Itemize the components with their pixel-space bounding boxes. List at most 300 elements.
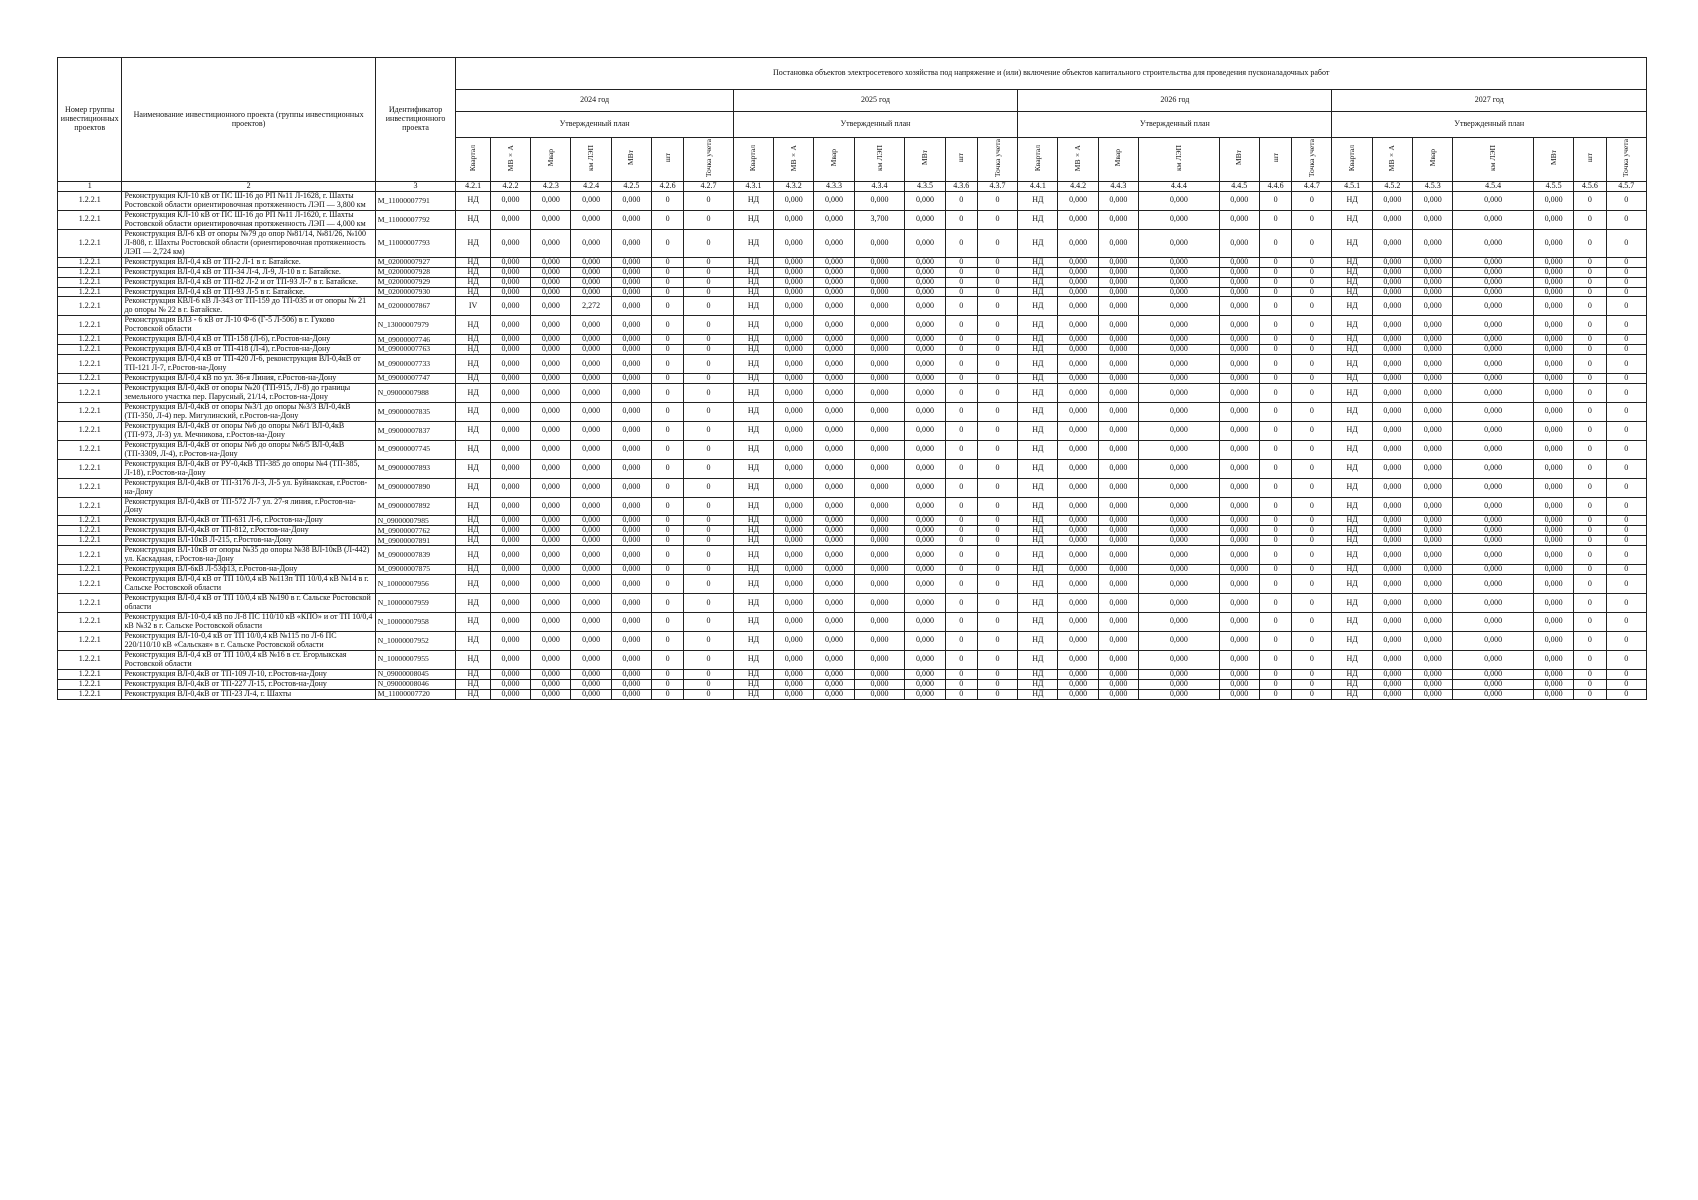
subcol-label: Точка учета xyxy=(1306,138,1316,178)
project-id-cell: N_10000007955 xyxy=(375,650,456,669)
value-cell-2024-3: 0,000 xyxy=(531,669,571,679)
value-cell-2024-5: 0,000 xyxy=(611,440,651,459)
value-cell-2027-1: НД xyxy=(1332,229,1372,257)
plan-label-2027: Утвержденный план xyxy=(1332,112,1647,138)
value-cell-2026-3: 0,000 xyxy=(1098,316,1138,335)
value-cell-2027-6: 0 xyxy=(1574,229,1606,257)
group-number-cell: 1.2.2.1 xyxy=(58,526,122,536)
value-cell-2027-7: 0 xyxy=(1606,679,1647,689)
value-cell-2025-5: 0,000 xyxy=(905,689,945,699)
group-number-cell: 1.2.2.1 xyxy=(58,478,122,497)
value-cell-2027-4: 0,000 xyxy=(1453,631,1534,650)
value-cell-2024-1: НД xyxy=(456,497,491,516)
value-cell-2027-5: 0,000 xyxy=(1533,192,1573,211)
subcol-header-2026-2 xyxy=(1058,138,1098,182)
value-cell-2024-3: 0,000 xyxy=(531,287,571,297)
group-number-cell: 1.2.2.1 xyxy=(58,565,122,575)
value-cell-2026-2: 0,000 xyxy=(1058,669,1098,679)
value-cell-2025-6: 0 xyxy=(945,267,977,277)
group-number-cell: 1.2.2.1 xyxy=(58,229,122,257)
group-number-cell: 1.2.2.1 xyxy=(58,257,122,267)
value-cell-2024-7: 0 xyxy=(684,297,734,316)
value-cell-2025-6: 0 xyxy=(945,565,977,575)
value-cell-2027-1: НД xyxy=(1332,277,1372,287)
table-row xyxy=(58,384,1647,403)
value-cell-2025-2: 0,000 xyxy=(774,316,814,335)
project-name-cell: Реконструкция КЛ-10 кВ от ПС Ш-16 до РП №11 Л-1620, г. Шахты Ростовской области ориентировочная протяженность ЛЭП — 4,000 км xyxy=(122,210,375,229)
value-cell-2025-2: 0,000 xyxy=(774,526,814,536)
value-cell-2026-1: НД xyxy=(1018,516,1058,526)
value-cell-2025-6: 0 xyxy=(945,440,977,459)
value-cell-2024-2: 0,000 xyxy=(490,440,530,459)
project-id-cell: N_10000007956 xyxy=(375,575,456,594)
value-cell-2025-4: 0,000 xyxy=(854,478,905,497)
value-cell-2024-2: 0,000 xyxy=(490,565,530,575)
value-cell-2026-4: 0,000 xyxy=(1139,257,1220,267)
value-cell-2027-1: НД xyxy=(1332,650,1372,669)
value-cell-2026-7: 0 xyxy=(1292,384,1332,403)
value-cell-2026-4: 0,000 xyxy=(1139,335,1220,345)
value-cell-2024-1: НД xyxy=(456,689,491,699)
value-cell-2026-2: 0,000 xyxy=(1058,459,1098,478)
value-cell-2025-4: 0,000 xyxy=(854,459,905,478)
value-cell-2026-6: 0 xyxy=(1259,402,1291,421)
group-number-cell: 1.2.2.1 xyxy=(58,421,122,440)
value-cell-2024-3: 0,000 xyxy=(531,277,571,287)
value-cell-2026-6: 0 xyxy=(1259,612,1291,631)
value-cell-2024-7: 0 xyxy=(684,229,734,257)
value-cell-2026-1: НД xyxy=(1018,565,1058,575)
value-cell-2024-3: 0,000 xyxy=(531,536,571,546)
subcol-header-2025-4 xyxy=(854,138,905,182)
value-cell-2025-5: 0,000 xyxy=(905,277,945,287)
value-cell-2027-7: 0 xyxy=(1606,689,1647,699)
value-cell-2025-3: 0,000 xyxy=(814,679,854,689)
value-cell-2026-5: 0,000 xyxy=(1219,402,1259,421)
value-cell-2027-5: 0,000 xyxy=(1533,536,1573,546)
value-cell-2024-1: НД xyxy=(456,594,491,613)
value-cell-2026-5: 0,000 xyxy=(1219,297,1259,316)
value-cell-2025-4: 0,000 xyxy=(854,516,905,526)
subcol-label: км ЛЭП xyxy=(874,145,884,172)
value-cell-2026-6: 0 xyxy=(1259,229,1291,257)
value-cell-2025-5: 0,000 xyxy=(905,516,945,526)
value-cell-2024-1: НД xyxy=(456,478,491,497)
project-name-cell: Реконструкция ВЛ-10кВ от опоры №35 до опоры №38 ВЛ-10кВ (Л-442) ул. Каскадная, г.Ростов-на-Дону xyxy=(122,546,375,565)
value-cell-2024-1: НД xyxy=(456,384,491,403)
subcol-label: шт xyxy=(1584,153,1594,163)
value-cell-2027-4: 0,000 xyxy=(1453,297,1534,316)
value-cell-2027-1: НД xyxy=(1332,345,1372,355)
value-cell-2025-7: 0 xyxy=(977,669,1017,679)
subcol-header-2026-5 xyxy=(1219,138,1259,182)
value-cell-2027-5: 0,000 xyxy=(1533,440,1573,459)
value-cell-2025-5: 0,000 xyxy=(905,478,945,497)
value-cell-2027-3: 0,000 xyxy=(1413,297,1453,316)
col-number: 4.4.3 xyxy=(1098,182,1138,192)
value-cell-2026-5: 0,000 xyxy=(1219,546,1259,565)
value-cell-2026-1: НД xyxy=(1018,297,1058,316)
value-cell-2027-3: 0,000 xyxy=(1413,631,1453,650)
value-cell-2027-4: 0,000 xyxy=(1453,669,1534,679)
value-cell-2026-2: 0,000 xyxy=(1058,689,1098,699)
value-cell-2027-7: 0 xyxy=(1606,374,1647,384)
value-cell-2026-1: НД xyxy=(1018,631,1058,650)
value-cell-2025-2: 0,000 xyxy=(774,345,814,355)
value-cell-2025-3: 0,000 xyxy=(814,565,854,575)
value-cell-2025-3: 0,000 xyxy=(814,689,854,699)
value-cell-2024-2: 0,000 xyxy=(490,374,530,384)
table-row xyxy=(58,536,1647,546)
value-cell-2024-1: НД xyxy=(456,335,491,345)
project-id-cell: M_02000007929 xyxy=(375,277,456,287)
value-cell-2024-2: 0,000 xyxy=(490,526,530,536)
table-row xyxy=(58,355,1647,374)
value-cell-2026-3: 0,000 xyxy=(1098,459,1138,478)
value-cell-2027-1: НД xyxy=(1332,536,1372,546)
value-cell-2025-6: 0 xyxy=(945,257,977,267)
value-cell-2024-3: 0,000 xyxy=(531,374,571,384)
project-id-cell: M_11000007720 xyxy=(375,689,456,699)
value-cell-2027-3: 0,000 xyxy=(1413,345,1453,355)
value-cell-2025-4: 0,000 xyxy=(854,287,905,297)
value-cell-2025-2: 0,000 xyxy=(774,650,814,669)
value-cell-2024-2: 0,000 xyxy=(490,345,530,355)
value-cell-2026-6: 0 xyxy=(1259,257,1291,267)
value-cell-2024-3: 0,000 xyxy=(531,257,571,267)
value-cell-2027-6: 0 xyxy=(1574,192,1606,211)
value-cell-2027-6: 0 xyxy=(1574,631,1606,650)
value-cell-2027-7: 0 xyxy=(1606,355,1647,374)
subcol-header-2024-3 xyxy=(531,138,571,182)
value-cell-2027-6: 0 xyxy=(1574,267,1606,277)
value-cell-2024-4: 0,000 xyxy=(571,384,611,403)
value-cell-2026-1: НД xyxy=(1018,679,1058,689)
subcol-header-2024-1 xyxy=(456,138,491,182)
value-cell-2025-2: 0,000 xyxy=(774,277,814,287)
table-row xyxy=(58,669,1647,679)
value-cell-2025-3: 0,000 xyxy=(814,402,854,421)
value-cell-2025-6: 0 xyxy=(945,374,977,384)
value-cell-2026-1: НД xyxy=(1018,402,1058,421)
value-cell-2024-3: 0,000 xyxy=(531,267,571,277)
value-cell-2024-1: НД xyxy=(456,229,491,257)
value-cell-2024-6: 0 xyxy=(652,355,684,374)
value-cell-2027-2: 0,000 xyxy=(1372,536,1412,546)
value-cell-2024-6: 0 xyxy=(652,631,684,650)
subcol-label: Квартал xyxy=(1032,144,1042,172)
value-cell-2027-2: 0,000 xyxy=(1372,575,1412,594)
value-cell-2027-3: 0,000 xyxy=(1413,384,1453,403)
value-cell-2025-1: НД xyxy=(733,277,773,287)
value-cell-2026-3: 0,000 xyxy=(1098,345,1138,355)
subcol-header-2024-7 xyxy=(684,138,734,182)
col-number: 4.3.3 xyxy=(814,182,854,192)
value-cell-2026-6: 0 xyxy=(1259,546,1291,565)
value-cell-2026-5: 0,000 xyxy=(1219,440,1259,459)
value-cell-2024-2: 0,000 xyxy=(490,594,530,613)
value-cell-2027-2: 0,000 xyxy=(1372,421,1412,440)
value-cell-2026-1: НД xyxy=(1018,277,1058,287)
group-number-cell: 1.2.2.1 xyxy=(58,516,122,526)
value-cell-2024-1: НД xyxy=(456,257,491,267)
value-cell-2024-4: 0,000 xyxy=(571,267,611,277)
value-cell-2026-7: 0 xyxy=(1292,192,1332,211)
project-name-cell: Реконструкция ВЛ-0,4 кВ от ТП-93 Л-5 в г. Батайске. xyxy=(122,287,375,297)
value-cell-2024-7: 0 xyxy=(684,267,734,277)
group-number-cell: 1.2.2.1 xyxy=(58,575,122,594)
value-cell-2025-5: 0,000 xyxy=(905,669,945,679)
value-cell-2026-1: НД xyxy=(1018,526,1058,536)
value-cell-2026-5: 0,000 xyxy=(1219,316,1259,335)
value-cell-2026-7: 0 xyxy=(1292,669,1332,679)
value-cell-2026-6: 0 xyxy=(1259,440,1291,459)
value-cell-2024-5: 0,000 xyxy=(611,669,651,679)
value-cell-2026-4: 0,000 xyxy=(1139,459,1220,478)
value-cell-2024-3: 0,000 xyxy=(531,650,571,669)
value-cell-2025-6: 0 xyxy=(945,650,977,669)
value-cell-2026-4: 0,000 xyxy=(1139,355,1220,374)
value-cell-2024-5: 0,000 xyxy=(611,345,651,355)
subcol-header-2025-7 xyxy=(977,138,1017,182)
value-cell-2024-2: 0,000 xyxy=(490,536,530,546)
value-cell-2026-6: 0 xyxy=(1259,287,1291,297)
value-cell-2027-5: 0,000 xyxy=(1533,689,1573,699)
value-cell-2024-1: НД xyxy=(456,546,491,565)
value-cell-2027-5: 0,000 xyxy=(1533,316,1573,335)
value-cell-2024-2: 0,000 xyxy=(490,384,530,403)
value-cell-2027-3: 0,000 xyxy=(1413,594,1453,613)
col-number: 4.2.1 xyxy=(456,182,491,192)
value-cell-2025-4: 0,000 xyxy=(854,565,905,575)
value-cell-2027-5: 0,000 xyxy=(1533,421,1573,440)
col-number: 4.3.6 xyxy=(945,182,977,192)
value-cell-2025-3: 0,000 xyxy=(814,459,854,478)
value-cell-2027-4: 0,000 xyxy=(1453,192,1534,211)
value-cell-2024-6: 0 xyxy=(652,650,684,669)
value-cell-2026-7: 0 xyxy=(1292,575,1332,594)
subcol-label: МВт xyxy=(626,150,636,166)
project-id-cell: M_09000007746 xyxy=(375,335,456,345)
value-cell-2026-4: 0,000 xyxy=(1139,612,1220,631)
project-name-cell: Реконструкция ВЛ-0,4 кВ от ТП-420 Л-6, реконструкция ВЛ-0,4кВ от ТП-121 Л-7, г.Ростов-на-Дону xyxy=(122,355,375,374)
value-cell-2026-3: 0,000 xyxy=(1098,650,1138,669)
col-number: 4.3.4 xyxy=(854,182,905,192)
value-cell-2025-6: 0 xyxy=(945,575,977,594)
value-cell-2024-6: 0 xyxy=(652,287,684,297)
value-cell-2026-4: 0,000 xyxy=(1139,679,1220,689)
group-number-cell: 1.2.2.1 xyxy=(58,402,122,421)
value-cell-2027-7: 0 xyxy=(1606,546,1647,565)
value-cell-2025-7: 0 xyxy=(977,546,1017,565)
value-cell-2026-2: 0,000 xyxy=(1058,374,1098,384)
value-cell-2024-1: НД xyxy=(456,669,491,679)
value-cell-2026-4: 0,000 xyxy=(1139,546,1220,565)
table-row xyxy=(58,316,1647,335)
table-row xyxy=(58,575,1647,594)
value-cell-2024-1: НД xyxy=(456,192,491,211)
value-cell-2024-2: 0,000 xyxy=(490,355,530,374)
group-number-cell: 1.2.2.1 xyxy=(58,631,122,650)
value-cell-2026-1: НД xyxy=(1018,650,1058,669)
value-cell-2027-4: 0,000 xyxy=(1453,594,1534,613)
value-cell-2024-1: НД xyxy=(456,679,491,689)
value-cell-2025-5: 0,000 xyxy=(905,267,945,277)
value-cell-2025-6: 0 xyxy=(945,277,977,287)
project-name-cell: Реконструкция ВЛЗ - 6 кВ от Л-10 Ф-6 (Г-5 Л-506) в г. Гуково Ростовской области xyxy=(122,316,375,335)
value-cell-2026-2: 0,000 xyxy=(1058,497,1098,516)
value-cell-2024-4: 0,000 xyxy=(571,421,611,440)
value-cell-2026-7: 0 xyxy=(1292,287,1332,297)
value-cell-2026-2: 0,000 xyxy=(1058,536,1098,546)
group-number-cell: 1.2.2.1 xyxy=(58,192,122,211)
value-cell-2027-3: 0,000 xyxy=(1413,267,1453,277)
value-cell-2026-1: НД xyxy=(1018,355,1058,374)
value-cell-2024-4: 0,000 xyxy=(571,478,611,497)
subcol-label: км ЛЭП xyxy=(1488,145,1498,172)
value-cell-2027-1: НД xyxy=(1332,497,1372,516)
value-cell-2024-1: НД xyxy=(456,536,491,546)
value-cell-2027-1: НД xyxy=(1332,384,1372,403)
value-cell-2027-4: 0,000 xyxy=(1453,421,1534,440)
value-cell-2025-6: 0 xyxy=(945,689,977,699)
table-header xyxy=(58,58,1647,192)
value-cell-2027-7: 0 xyxy=(1606,229,1647,257)
subcol-header-2026-1 xyxy=(1018,138,1058,182)
value-cell-2027-7: 0 xyxy=(1606,594,1647,613)
value-cell-2025-6: 0 xyxy=(945,210,977,229)
value-cell-2026-2: 0,000 xyxy=(1058,345,1098,355)
value-cell-2027-7: 0 xyxy=(1606,526,1647,536)
col-number: 4.4.1 xyxy=(1018,182,1058,192)
value-cell-2026-3: 0,000 xyxy=(1098,526,1138,536)
value-cell-2027-7: 0 xyxy=(1606,192,1647,211)
value-cell-2026-6: 0 xyxy=(1259,497,1291,516)
value-cell-2024-5: 0,000 xyxy=(611,335,651,345)
value-cell-2026-3: 0,000 xyxy=(1098,612,1138,631)
value-cell-2024-5: 0,000 xyxy=(611,384,651,403)
value-cell-2027-2: 0,000 xyxy=(1372,287,1412,297)
value-cell-2024-5: 0,000 xyxy=(611,497,651,516)
value-cell-2027-5: 0,000 xyxy=(1533,526,1573,536)
value-cell-2024-4: 0,000 xyxy=(571,335,611,345)
value-cell-2027-2: 0,000 xyxy=(1372,277,1412,287)
group-number-cell: 1.2.2.1 xyxy=(58,679,122,689)
value-cell-2027-2: 0,000 xyxy=(1372,546,1412,565)
subcol-header-2027-3 xyxy=(1413,138,1453,182)
value-cell-2025-4: 0,000 xyxy=(854,689,905,699)
value-cell-2026-1: НД xyxy=(1018,345,1058,355)
value-cell-2027-2: 0,000 xyxy=(1372,594,1412,613)
value-cell-2025-3: 0,000 xyxy=(814,575,854,594)
value-cell-2025-7: 0 xyxy=(977,631,1017,650)
col-number: 4.3.7 xyxy=(977,182,1017,192)
subcol-label: шт xyxy=(662,153,672,163)
value-cell-2027-4: 0,000 xyxy=(1453,210,1534,229)
value-cell-2025-2: 0,000 xyxy=(774,374,814,384)
value-cell-2024-5: 0,000 xyxy=(611,355,651,374)
value-cell-2026-2: 0,000 xyxy=(1058,335,1098,345)
value-cell-2025-1: НД xyxy=(733,679,773,689)
value-cell-2024-3: 0,000 xyxy=(531,335,571,345)
table-row xyxy=(58,257,1647,267)
col-number: 4.5.4 xyxy=(1453,182,1534,192)
value-cell-2027-4: 0,000 xyxy=(1453,526,1534,536)
value-cell-2025-3: 0,000 xyxy=(814,384,854,403)
value-cell-2025-6: 0 xyxy=(945,612,977,631)
project-id-cell: N_09000007985 xyxy=(375,516,456,526)
value-cell-2025-4: 0,000 xyxy=(854,345,905,355)
value-cell-2027-5: 0,000 xyxy=(1533,669,1573,679)
value-cell-2025-5: 0,000 xyxy=(905,355,945,374)
value-cell-2027-7: 0 xyxy=(1606,335,1647,345)
subcol-label: Точка учета xyxy=(703,138,713,178)
value-cell-2025-4: 0,000 xyxy=(854,497,905,516)
value-cell-2027-5: 0,000 xyxy=(1533,575,1573,594)
value-cell-2027-3: 0,000 xyxy=(1413,497,1453,516)
value-cell-2024-2: 0,000 xyxy=(490,689,530,699)
value-cell-2025-5: 0,000 xyxy=(905,287,945,297)
value-cell-2025-6: 0 xyxy=(945,402,977,421)
value-cell-2025-1: НД xyxy=(733,287,773,297)
table-row xyxy=(58,277,1647,287)
group-number-cell: 1.2.2.1 xyxy=(58,650,122,669)
subcol-label: Мвар xyxy=(829,149,839,167)
value-cell-2024-5: 0,000 xyxy=(611,459,651,478)
value-cell-2027-4: 0,000 xyxy=(1453,257,1534,267)
value-cell-2025-1: НД xyxy=(733,689,773,699)
subcol-header-2027-7 xyxy=(1606,138,1647,182)
subcol-label: Квартал xyxy=(468,144,478,172)
value-cell-2027-6: 0 xyxy=(1574,689,1606,699)
col-number: 4.5.7 xyxy=(1606,182,1647,192)
value-cell-2025-5: 0,000 xyxy=(905,650,945,669)
value-cell-2024-3: 0,000 xyxy=(531,297,571,316)
value-cell-2024-2: 0,000 xyxy=(490,297,530,316)
value-cell-2027-1: НД xyxy=(1332,421,1372,440)
value-cell-2024-2: 0,000 xyxy=(490,546,530,565)
table-row xyxy=(58,297,1647,316)
value-cell-2024-7: 0 xyxy=(684,192,734,211)
value-cell-2027-7: 0 xyxy=(1606,612,1647,631)
project-id-cell: M_11000007793 xyxy=(375,229,456,257)
subcol-header-2024-2 xyxy=(490,138,530,182)
project-name-cell: Реконструкция ВЛ-0,4 кВ от ТП-34 Л-4, Л-9, Л-10 в г. Батайске. xyxy=(122,267,375,277)
main-title: Постановка объектов электросетевого хозяйства под напряжение и (или) включение объектов капитального строительства для проведения пусконаладочных работ xyxy=(456,58,1647,90)
value-cell-2025-3: 0,000 xyxy=(814,421,854,440)
project-name-cell: Реконструкция ВЛ-10-0,4 кВ от ТП 10/0,4 кВ №115 по Л-6 ПС 220/110/10 кВ «Сальская» в г. Сальске Ростовской области xyxy=(122,631,375,650)
value-cell-2024-6: 0 xyxy=(652,497,684,516)
value-cell-2026-5: 0,000 xyxy=(1219,459,1259,478)
value-cell-2024-5: 0,000 xyxy=(611,277,651,287)
col-number: 4.3.1 xyxy=(733,182,773,192)
value-cell-2026-5: 0,000 xyxy=(1219,679,1259,689)
value-cell-2025-5: 0,000 xyxy=(905,192,945,211)
value-cell-2026-2: 0,000 xyxy=(1058,421,1098,440)
value-cell-2025-2: 0,000 xyxy=(774,631,814,650)
value-cell-2024-7: 0 xyxy=(684,316,734,335)
subcol-header-2025-5 xyxy=(905,138,945,182)
value-cell-2024-4: 0,000 xyxy=(571,459,611,478)
value-cell-2024-3: 0,000 xyxy=(531,402,571,421)
value-cell-2025-6: 0 xyxy=(945,497,977,516)
value-cell-2026-2: 0,000 xyxy=(1058,267,1098,277)
value-cell-2026-6: 0 xyxy=(1259,374,1291,384)
value-cell-2024-2: 0,000 xyxy=(490,229,530,257)
value-cell-2027-6: 0 xyxy=(1574,546,1606,565)
value-cell-2025-1: НД xyxy=(733,565,773,575)
value-cell-2026-3: 0,000 xyxy=(1098,267,1138,277)
